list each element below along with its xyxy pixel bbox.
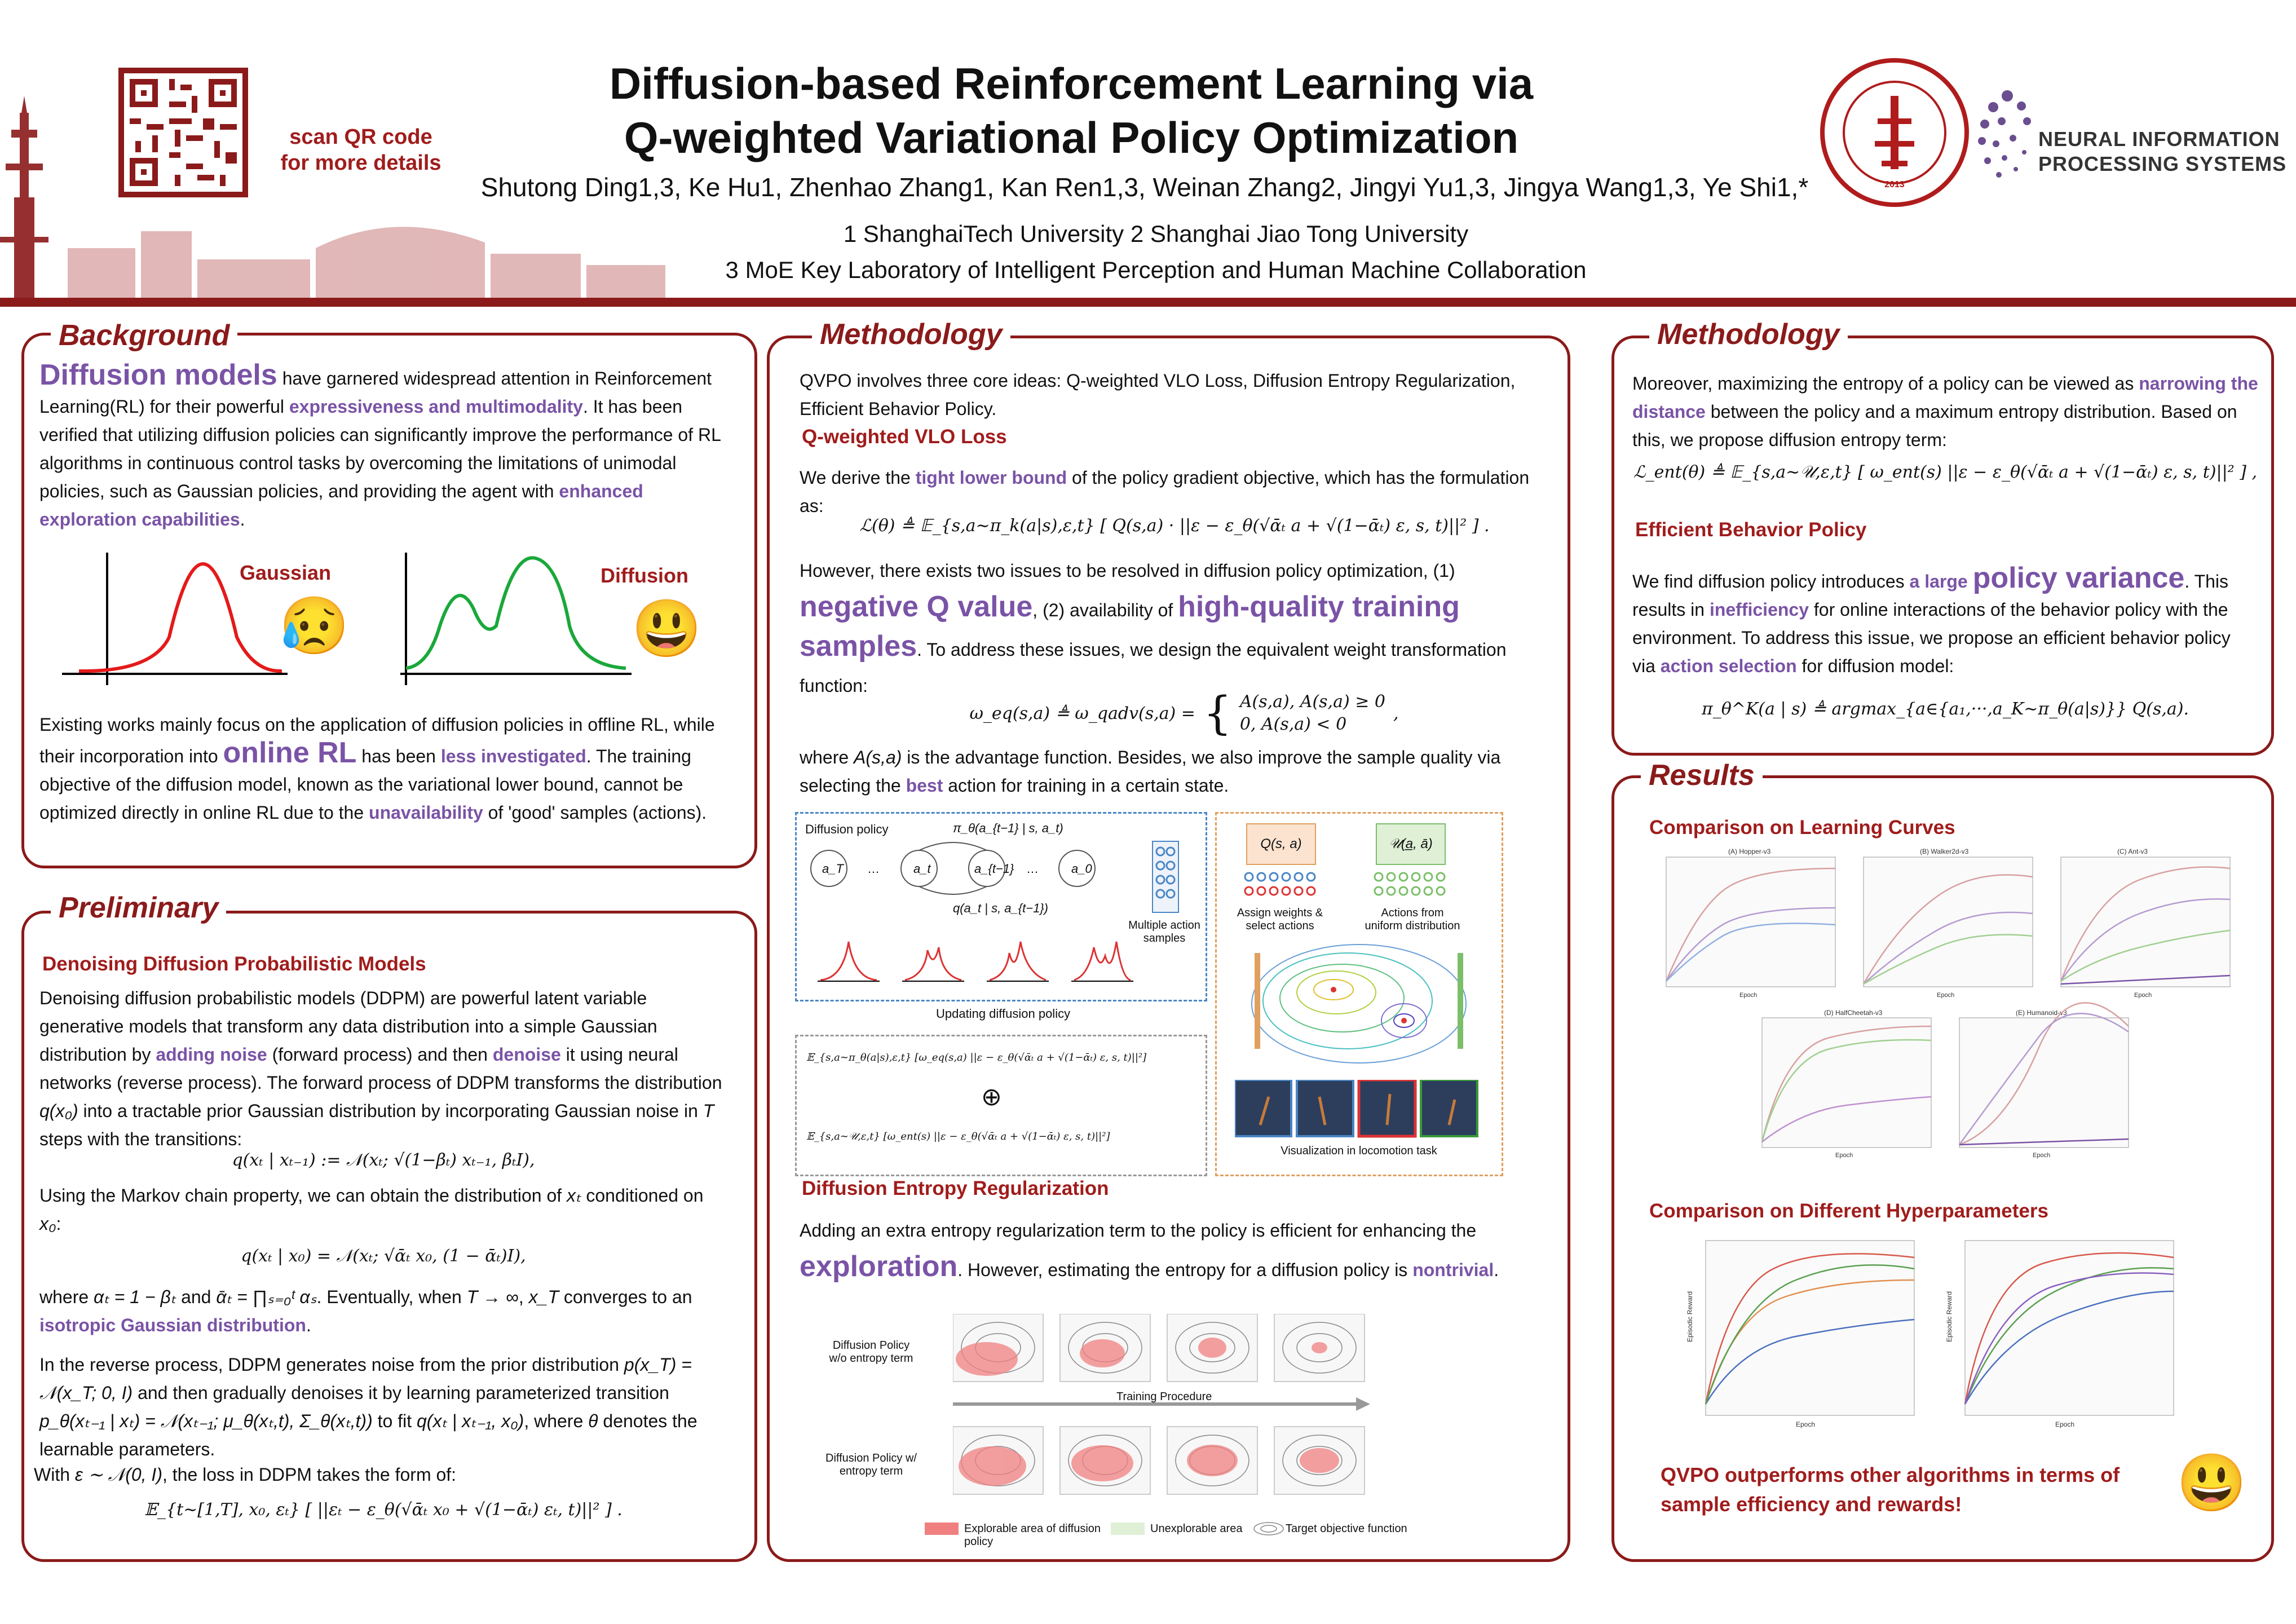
assign-weights-label: Assign weights & select actions	[1237, 907, 1323, 932]
math-inline: x_T	[528, 1287, 559, 1307]
entropy-regularization-subheading: Diffusion Entropy Regularization	[802, 1177, 1109, 1199]
loss-term-1: 𝔼_{s,a∼π_θ(a|s),ε,t} [ω_eq(s,a) ||ε − ε_θ(√ᾱₜ a + √(1−ᾱₜ) ε, s, t)||²]	[806, 1052, 1147, 1063]
math-inline: q(xₜ | xₜ₋₁, x₀)	[416, 1411, 524, 1431]
methodology-title-middle: Methodology	[812, 317, 1010, 351]
hyperparameters-figure	[1683, 1235, 2202, 1444]
preliminary-paragraph-4	[39, 1351, 727, 1463]
x-label-b: Epoch	[1937, 992, 1955, 999]
ddpm-subheading: Denoising Diffusion Probabilistic Models	[42, 953, 426, 975]
shanghaitech-logo	[1818, 56, 1971, 209]
ddpm-loss-equation: 𝔼_{t∼[1,T], x₀, εₜ} [ ||εₜ − ε_θ(√ᾱₜ x₀ + √(1−ᾱₜ) εₜ, t)||² ] .	[144, 1500, 622, 1520]
hl-negative-q: negative Q value	[800, 590, 1033, 623]
hyperparameters-subheading: Comparison on Different Hyperparameters	[1649, 1200, 2048, 1222]
text-span: . However, estimating the entropy for a diffusion policy is	[957, 1260, 1413, 1280]
eq-end: ,	[1393, 703, 1399, 723]
scan-line-2: for more details	[280, 151, 441, 175]
loss-term-2: 𝔼_{s,a∼𝒰,ε,t} [ω_ent(s) ||ε − ε_θ(√ᾱₜ a + √(1−ᾱₜ) ε, s, t)||²]	[806, 1131, 1110, 1142]
text-span: for online interactions of the behavior policy with the environment. To address this issue, we propose an efficient behavior policy via	[1632, 599, 2231, 676]
text-span: We derive the	[800, 467, 916, 488]
math-inline: ᾱₜ = ∏ₛ₌₀ᵗ αₛ	[216, 1287, 317, 1307]
text-span: has been	[356, 746, 441, 766]
text-span: , where	[524, 1411, 589, 1431]
affiliation-line-1: 1 ShanghaiTech University 2 Shanghai Jiao Tong University	[843, 220, 1469, 247]
sad-emoji-icon: 😥	[279, 594, 350, 657]
neurips-line-1: NEURAL INFORMATION	[2038, 127, 2280, 151]
text-span: to fit	[372, 1411, 417, 1431]
preliminary-paragraph-3	[39, 1283, 727, 1339]
hl-inefficiency: inefficiency	[1709, 599, 1809, 620]
chart-title-hopper: (A) Hopper-v3	[1728, 848, 1771, 855]
text-span: . To address these issues, we design the equivalent weight transformation function:	[800, 639, 1507, 696]
text-span: conditioned on	[581, 1185, 704, 1206]
chart-title-ant: (C) Ant-v3	[2117, 848, 2148, 855]
qr-code-icon[interactable]	[118, 68, 248, 197]
vlo-loss-equation: ℒ(θ) ≜ 𝔼_{s,a∼π_k(a|s),ε,t} [ Q(s,a) · ||ε − ε_θ(√ᾱₜ a + √(1−ᾱₜ) ε, s, t)||² ] .	[859, 516, 1490, 536]
text-span: steps with the transitions:	[39, 1129, 242, 1149]
text-span: between the policy and a maximum entropy distribution. Based on this, we propose diffusion entropy term:	[1632, 401, 2237, 450]
hl-adding-noise: adding noise	[156, 1044, 267, 1065]
results-title: Results	[1641, 758, 1763, 792]
distribution-evolution	[818, 925, 1133, 992]
poster-title	[564, 56, 1579, 165]
hl-diffusion-models: Diffusion models	[39, 359, 277, 391]
vlo-paragraph-1	[800, 464, 1549, 520]
learning-curves-subheading: Comparison on Learning Curves	[1649, 817, 1955, 839]
node-dots-2: …	[1026, 862, 1039, 876]
entropy-panels	[953, 1314, 1370, 1517]
node-dots-1: …	[867, 862, 880, 876]
x-label-a: Epoch	[1739, 992, 1758, 999]
text-span: denotes the learnable parameters.	[39, 1411, 697, 1459]
entropy-term-paragraph	[1632, 369, 2258, 454]
brace: {	[1203, 687, 1232, 739]
text-span: In the reverse process, DDPM generates noise from the prior distribution	[39, 1354, 624, 1375]
text-span: for diffusion model:	[1796, 656, 1954, 676]
text-span: and then gradually denoises it by learning parameterized transition	[133, 1383, 669, 1403]
hl-unavailability: unavailability	[369, 802, 483, 823]
node-at: a_t	[913, 862, 931, 876]
text-span: :	[56, 1213, 61, 1234]
math-inline: T → ∞	[466, 1287, 519, 1307]
hl-exploration: enhanced exploration capabilities	[39, 481, 643, 529]
text-span: ,	[518, 1287, 529, 1307]
marginal-equation: q(xₜ | x₀) = 𝒩(xₜ; √ᾱₜ x₀, (1 − ᾱₜ)I),	[241, 1246, 526, 1266]
q-function-box: Q(s, a)	[1246, 823, 1316, 865]
title-line-1: Diffusion-based Reinforcement Learning via	[609, 59, 1534, 108]
title-line-2: Q-weighted Variational Policy Optimization	[624, 113, 1519, 162]
text-span: and	[176, 1287, 217, 1307]
text-span: have garnered widespread attention in Reinforcement Learning(RL) for their powerful	[39, 368, 712, 417]
math-inline: p(x_T) = 𝒩(x_T; 0, I)	[39, 1354, 692, 1403]
gaussian-label: Gaussian	[240, 561, 332, 584]
neurips-wordmark	[2038, 127, 2292, 176]
x-label-f: Epoch	[1796, 1420, 1816, 1428]
row-label-without-entropy: Diffusion Policy w/o entropy term	[829, 1339, 913, 1365]
node-aT: a_T	[822, 862, 844, 876]
hl-denoise: denoise	[492, 1044, 561, 1065]
legend-unexplorable: Unexplorable area	[1150, 1522, 1243, 1535]
text-span: . The training objective of the diffusion model, known as the variational lower bound, cannot be optimized directly in online RL due to the	[39, 746, 691, 823]
node-at-1: a_{t−1}	[974, 862, 1014, 876]
text-span: , the loss in DDPM takes the form of:	[162, 1464, 457, 1485]
math-inline: A(s,a)	[854, 747, 902, 767]
author-list: Shutong Ding1,3, Ke Hu1, Zhenhao Zhang1, Kan Ren1,3, Weinan Zhang2, Jingyi Yu1,3, Jingya Wang1,3, Ye Shi1,*	[480, 173, 1809, 202]
eq-left: ω_eq(s,a) ≜ ω_qadv(s,a) =	[969, 703, 1195, 723]
contour-landscape	[1235, 936, 1483, 1071]
legend-explorable: Explorable area of diffusion policy	[964, 1522, 1101, 1548]
chart-title-humanoid: (E) Humanoid-v3	[2016, 1009, 2067, 1017]
text-span: , (2) availability of	[1032, 600, 1178, 620]
text-span: .	[240, 509, 245, 529]
background-paragraph-1	[39, 361, 727, 533]
vlo-paragraph-2	[800, 553, 1549, 704]
bimodal-curve	[406, 558, 626, 668]
x-label-e: Epoch	[2033, 1152, 2051, 1159]
hl-isotropic: isotropic Gaussian distribution	[39, 1315, 306, 1335]
behavior-policy-paragraph	[1632, 564, 2258, 680]
eq-cases	[1240, 691, 1385, 736]
neurips-logo	[1973, 79, 2041, 192]
entropy-comparison-figure	[823, 1308, 1449, 1548]
text-span: .	[306, 1315, 311, 1335]
preliminary-title: Preliminary	[51, 891, 226, 925]
efficient-behavior-subheading: Efficient Behavior Policy	[1635, 519, 1867, 541]
math-inline: ε ∼ 𝒩(0, I)	[74, 1464, 162, 1485]
affiliations	[507, 216, 1804, 288]
hl-tight-lower-bound: tight lower bound	[915, 467, 1067, 488]
learning-curves-figure	[1644, 846, 2253, 1167]
affiliation-line-2: 3 MoE Key Laboratory of Intelligent Perception and Human Machine Collaboration	[725, 257, 1587, 283]
updating-policy-label: Updating diffusion policy	[936, 1007, 1071, 1021]
scan-qr-caption	[265, 124, 457, 176]
math-inline: p_θ(xₜ₋₁ | xₜ) = 𝒩(xₜ₋₁; μ_θ(xₜ,t), Σ_θ(xₜ,t))	[39, 1411, 373, 1431]
text-span: where	[39, 1287, 94, 1307]
math-inline: θ	[588, 1411, 598, 1431]
text-span: However, there exists two issues to be resolved in diffusion policy optimization, (1)	[800, 561, 1455, 581]
qvpo-framework-figure	[795, 812, 1503, 1173]
plus-icon: ⊕	[981, 1083, 1002, 1111]
header-divider	[0, 298, 2296, 307]
hl-less-investigated: less investigated	[440, 746, 586, 766]
math-inline: q(x₀)	[39, 1101, 78, 1121]
chart-title-halfcheetah: (D) HalfCheetah-v3	[1824, 1009, 1883, 1017]
text-span: Moreover, maximizing the entropy of a policy can be viewed as	[1632, 373, 2139, 394]
diffusion-label: Diffusion	[601, 564, 688, 587]
hl-best: best	[906, 775, 943, 796]
case-2: 0, A(s,a) < 0	[1239, 714, 1347, 734]
hl-narrowing: narrowing the distance	[1632, 373, 2258, 422]
background-paragraph-2	[39, 710, 727, 827]
pi-label: π_θ(a_{t−1} | s, a_t)	[953, 821, 1063, 835]
row-label-with-entropy: Diffusion Policy w/ entropy term	[825, 1452, 917, 1477]
x-label-c: Epoch	[2134, 992, 2152, 999]
text-span: into a tractable prior Gaussian distribution by incorporating Gaussian noise in	[78, 1101, 703, 1121]
q-weighted-vlo-subheading: Q-weighted VLO Loss	[802, 426, 1007, 448]
happy-emoji-results-icon: 😃	[2176, 1451, 2247, 1515]
text-span: Existing works mainly focus on the application of diffusion policies in offline RL, while their incorporation into	[39, 714, 715, 766]
x-label-d: Epoch	[1835, 1152, 1853, 1159]
text-span: action for training in a certain state.	[943, 775, 1229, 796]
text-span: .	[1494, 1260, 1499, 1280]
happy-emoji-icon: 😃	[632, 597, 702, 660]
q-label: q(a_t | s, a_{t−1})	[953, 901, 1048, 915]
preliminary-paragraph-5	[34, 1460, 722, 1489]
text-span: Denoising diffusion probabilistic models (DDPM) are powerful latent variable generative models that transform any data distribution into a simple Gaussian distribution by	[39, 988, 657, 1065]
vlo-paragraph-3	[800, 743, 1549, 800]
hl-action-selection: action selection	[1660, 656, 1797, 676]
text-span: Using the Markov chain property, we can obtain the distribution of	[39, 1185, 567, 1206]
math-inline: x₀	[39, 1213, 56, 1234]
math-inline: xₜ	[567, 1185, 581, 1206]
text-span: We find diffusion policy introduces	[1632, 571, 1910, 592]
forward-transition-equation: q(xₜ | xₜ₋₁) := 𝒩(xₜ; √(1−βₜ) xₜ₋₁, βₜI),	[232, 1150, 535, 1170]
case-1: A(s,a), A(s,a) ≥ 0	[1239, 692, 1385, 712]
background-title: Background	[51, 319, 237, 352]
legend-target: Target objective function	[1286, 1522, 1407, 1535]
qvpo-intro: QVPO involves three core ideas: Q-weighted VLO Loss, Diffusion Entropy Regularization, Efficient Behavior Policy.	[800, 370, 1516, 419]
preliminary-paragraph-2	[39, 1181, 727, 1238]
text-span: . This results in	[1632, 571, 2229, 620]
diffusion-policy-label: Diffusion policy	[805, 822, 889, 836]
hl-a-large: a large	[1909, 571, 1973, 592]
uniform-box: 𝒰(a̲, ā)	[1376, 823, 1446, 865]
weight-transform-equation	[902, 687, 1466, 739]
behavior-policy-equation: π_θ^K(a | s) ≜ argmax_{a∈{a₁,···,a_K∼π_θ(a|s)}} Q(s,a).	[1701, 699, 2189, 719]
chart-title-walker: (B) Walker2d-v3	[1920, 848, 1969, 855]
node-a0: a_0	[1071, 862, 1092, 876]
multiple-samples-label: Multiple action samples	[1128, 919, 1200, 945]
preliminary-paragraph-1	[39, 984, 727, 1153]
x-label-g: Epoch	[2055, 1420, 2075, 1428]
text-span: With	[34, 1464, 75, 1485]
neurips-line-2: PROCESSING SYSTEMS	[2038, 152, 2287, 175]
hl-exploration-big: exploration	[800, 1250, 958, 1283]
uniform-actions-label: Actions from uniform distribution	[1365, 907, 1460, 932]
text-span: is the advantage function. Besides, we also improve the sample quality via selecting the	[800, 747, 1501, 796]
text-span: where	[800, 747, 854, 767]
weighted-actions-dots	[1238, 868, 1474, 902]
text-span: (forward process) and then	[267, 1044, 493, 1065]
text-span: of the policy gradient objective, which has the formulation as:	[800, 467, 1530, 516]
text-span: Adding an extra entropy regularization term to the policy is efficient for enhancing the	[800, 1220, 1477, 1241]
svg-text:2013: 2013	[1884, 180, 1905, 189]
text-span: . Eventually, when	[316, 1287, 467, 1307]
entropy-paragraph	[800, 1212, 1549, 1288]
methodology-title-right: Methodology	[1649, 317, 1848, 351]
scan-line-1: scan QR code	[289, 125, 432, 149]
math-inline: αₜ = 1 − βₜ	[94, 1287, 176, 1307]
text-span: . It has been verified that utilizing diffusion policies can significantly improve the performance of RL algorithms in continuous control tasks by overcoming the limitations of unimodal policies, such as Gaussian policies, and providing the agent with	[39, 396, 721, 501]
hl-expressiveness: expressiveness and multimodality	[289, 396, 583, 417]
hl-policy-variance: policy variance	[1972, 562, 2185, 594]
hl-nontrivial: nontrivial	[1412, 1260, 1494, 1280]
text-span: of 'good' samples (actions).	[483, 802, 707, 823]
hl-high-quality: high-quality training samples	[800, 590, 1460, 663]
results-conclusion: QVPO outperforms other algorithms in terms of sample efficiency and rewards!	[1661, 1463, 2120, 1516]
hl-online-rl: online RL	[223, 736, 357, 769]
training-procedure-label: Training Procedure	[1116, 1391, 1212, 1403]
y-label-g: Episodic Reward	[1945, 1291, 1953, 1342]
sample-dots-column	[1151, 840, 1180, 914]
visualization-label: Visualization in locomotion task	[1281, 1145, 1437, 1157]
math-inline: T	[703, 1101, 714, 1121]
locomotion-frames	[1235, 1080, 1483, 1142]
text-span: it using neural networks (reverse process). The forward process of DDPM transforms the distribution	[39, 1044, 722, 1093]
y-label-f: Episodic Reward	[1686, 1291, 1694, 1342]
text-span: converges to an	[558, 1287, 692, 1307]
entropy-loss-equation: ℒ_ent(θ) ≜ 𝔼_{s,a∼𝒰,ε,t} [ ω_ent(s) ||ε − ε_θ(√ᾱₜ a + √(1−ᾱₜ) ε, s, t)||² ] ,	[1633, 462, 2258, 482]
